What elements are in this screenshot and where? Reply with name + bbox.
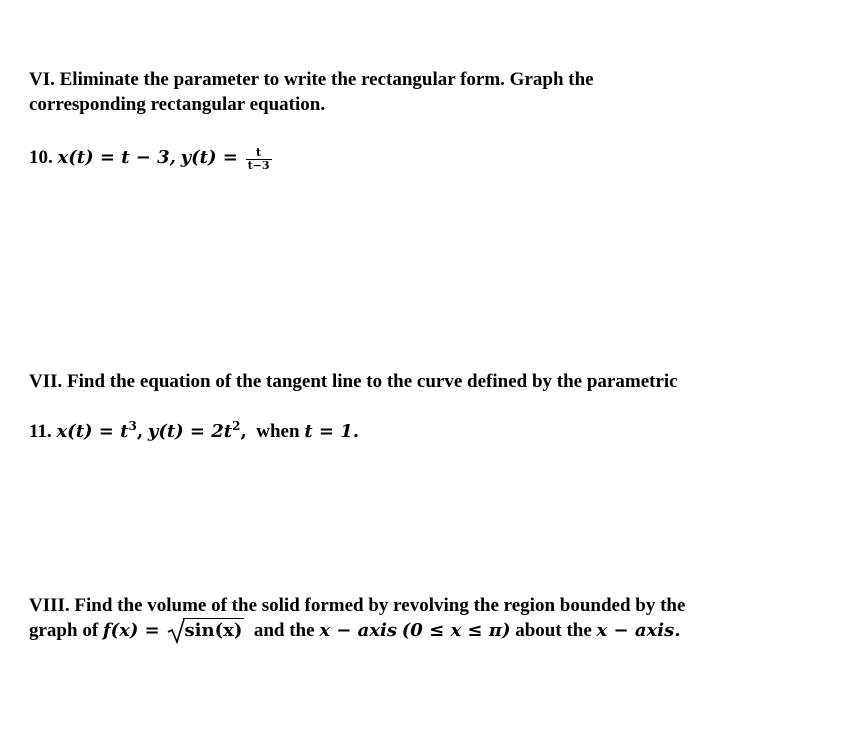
fraction-denominator: t−3: [247, 159, 270, 172]
problem-10: [29, 145, 272, 172]
exponent-3: 3: [128, 419, 137, 433]
section-vii-heading: [29, 369, 678, 394]
section-vi-heading: [29, 67, 594, 117]
graph-of-text: graph of: [29, 620, 99, 641]
function-expression: f(x) =: [102, 620, 160, 641]
problem-10-fraction: [246, 147, 272, 172]
section-viii-heading-line1: VIII. Find the volume of the solid formed by revolving the region bounded by the: [29, 595, 686, 616]
section-viii-heading-line2: [29, 618, 685, 643]
problem-10-number: 10.: [29, 147, 53, 168]
condition: t = 1.: [304, 421, 360, 442]
problem-11-number: 11.: [29, 421, 52, 442]
axis-variable: x − axis: [319, 620, 398, 641]
problem-11: [29, 419, 359, 444]
radical-sign-icon: [167, 618, 185, 644]
square-root: [167, 618, 245, 643]
problem-10-eq-x: x(t) = t − 3,: [57, 147, 176, 168]
section-vii-heading-text: VII. Find the equation of the tangent line to the curve defined by the parametric: [29, 371, 678, 392]
axis-end: x − axis.: [596, 620, 681, 641]
problem-10-eq-y: y(t) =: [180, 147, 238, 168]
problem-11-eq-y: $y(t) = 2t^2$,: [147, 419, 247, 442]
interval: (0 ≤ x ≤ π): [401, 620, 511, 641]
and-the-text: and the: [253, 620, 315, 641]
exponent-2: 2: [232, 419, 241, 433]
section-vi-heading-line1: VI. Eliminate the parameter to write the rectangular form. Graph the: [29, 69, 594, 90]
problem-11-eq-x: $x(t) = t^3$,: [56, 419, 144, 442]
section-viii-heading: [29, 593, 685, 643]
condition-word: when: [256, 421, 300, 442]
section-vi-heading-line2: corresponding rectangular equation.: [29, 94, 326, 115]
fraction-numerator: t: [246, 147, 272, 160]
about-the-text: about the: [515, 620, 592, 641]
radicand: sin(x): [184, 620, 243, 641]
